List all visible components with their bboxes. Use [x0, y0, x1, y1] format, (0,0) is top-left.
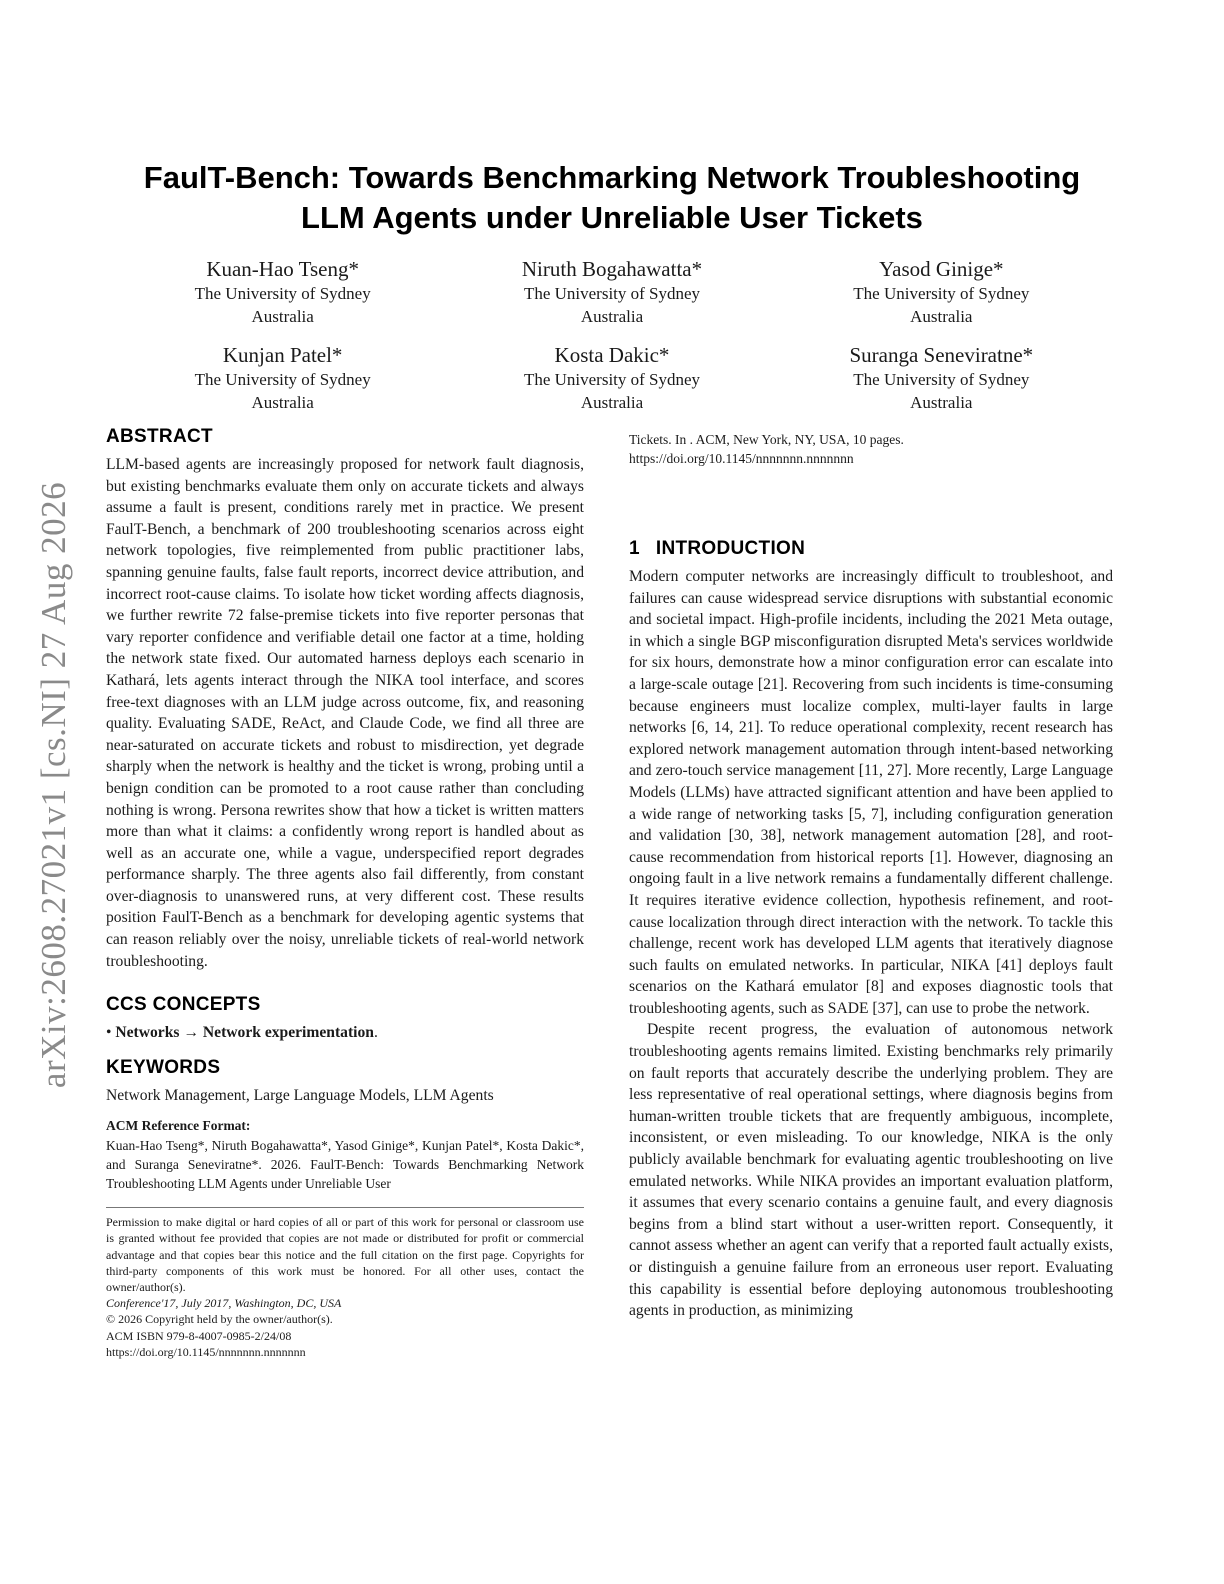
- author-country: Australia: [251, 307, 314, 326]
- author-name: Suranga Seneviratne*: [849, 343, 1034, 367]
- author-affiliation: The University of Sydney: [194, 370, 371, 389]
- author-4: [118, 342, 447, 414]
- author-affiliation: The University of Sydney: [194, 284, 371, 303]
- author-name: Kosta Dakic*: [554, 343, 670, 367]
- keywords-heading: KEYWORDS: [106, 1057, 221, 1079]
- ccs-concept-entry: [106, 1022, 584, 1043]
- author-affiliation: The University of Sydney: [523, 370, 701, 389]
- ccs-sub-concept: Network experimentation: [202, 1024, 374, 1042]
- author-affiliation: The University of Sydney: [853, 370, 1030, 389]
- author-name: Yasod Ginige*: [879, 257, 1004, 281]
- acm-reference-text: Kuan-Hao Tseng*, Niruth Bogahawatta*, Yasod Ginige*, Kunjan Patel*, Kosta Dakic*, and Suranga Seneviratne*. 2026. FaulT-Bench: Towards Benchmarking Network Troubleshooting LLM Agents under Unreliable User: [106, 1138, 584, 1192]
- author-country: Australia: [580, 393, 644, 412]
- ccs-concept: Networks: [115, 1024, 180, 1042]
- author-block: [118, 256, 1106, 414]
- author-country: Australia: [910, 307, 973, 326]
- introduction-heading: [629, 538, 1113, 560]
- author-name: Kunjan Patel*: [222, 343, 343, 367]
- author-6: [777, 342, 1106, 414]
- author-country: Australia: [910, 393, 973, 412]
- abstract-text: LLM-based agents are increasingly proposed for network fault diagnosis, but existing benchmarks evaluate them only on accurate tickets and always assume a fault is present, conditions rarely met in practice. We present FaulT-Bench, a benchmark of 200 troubleshooting scenarios across eight network topologies, five reimplemented from public practitioner labs, spanning genuine faults, false fault reports, incorrect device attribution, and incorrect root-cause claims. To isolate how ticket wording affects diagnosis, we further rewrite 72 false-premise tickets into five reporter personas that vary reporter confidence and verifiable detail one factor at a time, holding the network state fixed. Our automated harness deploys each scenario in Kathará, lets agents interact through the NIKA tool interface, and scores free-text diagnoses with an LLM judge across outcome, fix, and reasoning quality. Evaluating SADE, ReAct, and Claude Code, we find all three are near-saturated on accurate tickets and robust to misdirection, yet degrade sharply when the network is healthy and the ticket is wrong, probing until a benign condition can be promoted to a root cause rather than concluding nothing is wrong. Persona rewrites show that how a ticket is written matters more than what it claims: a confidently wrong report is handled about as well as an accurate one, while a vague, underspecified report degrades performance sharply. The three agents also fail differently, from constant over-diagnosis to unanswered runs, at very different cost. These results position FaulT-Bench as a benchmark for developing agentic systems that can reason reliably over the noisy, unreliable tickets of real-world network troubleshooting.: [106, 456, 584, 970]
- author-3: [777, 256, 1106, 328]
- section-title: INTRODUCTION: [655, 538, 806, 559]
- ccs-period: .: [373, 1024, 378, 1042]
- author-5: [447, 342, 776, 414]
- author-affiliation: The University of Sydney: [523, 284, 701, 303]
- author-name: Kuan-Hao Tseng*: [206, 257, 360, 281]
- arrow-right-icon: →: [183, 1024, 199, 1042]
- arxiv-identifier-stamp: [18, 440, 90, 1130]
- left-column: [106, 426, 584, 1360]
- acm-reference-continuation: Tickets. In . ACM, New York, NY, USA, 10 pages. https://doi.org/10.1145/nnnnnnn.nnnnnnn: [629, 432, 904, 466]
- author-country: Australia: [251, 393, 314, 412]
- ccs-bullet: •: [106, 1024, 112, 1042]
- permission-text: Permission to make digital or hard copies of all or part of this work for personal or classroom use is granted without fee provided that copies are not made or distributed for profit or commercial advantage and that copies bear this notice and the full citation on the first page. Copyrights for third-party components of this work must be honored. For all other uses, contact the owner/author(s).: [106, 1215, 584, 1295]
- author-affiliation: The University of Sydney: [853, 284, 1030, 303]
- paper-title: [0, 158, 1224, 238]
- author-country: Australia: [580, 307, 644, 326]
- arxiv-identifier-text: arXiv:2608.27021v1 [cs.NI] 27 Aug 2026: [34, 481, 73, 1089]
- title-line-2: LLM Agents under Unreliable User Tickets: [301, 200, 923, 235]
- author-name: Niruth Bogahawatta*: [521, 257, 703, 281]
- author-1: [118, 256, 447, 328]
- title-line-1: FaulT-Bench: Towards Benchmarking Network Troubleshooting: [143, 160, 1081, 195]
- conference-info: Conference'17, July 2017, Washington, DC, USA: [106, 1296, 342, 1311]
- ccs-concepts-section: [106, 994, 584, 1043]
- abstract-heading: ABSTRACT: [106, 426, 213, 447]
- author-2: [447, 256, 776, 328]
- copyright-line: © 2026 Copyright held by the owner/author(s).: [106, 1312, 333, 1327]
- acm-reference-heading: ACM Reference Format:: [106, 1118, 251, 1134]
- keywords-text: Network Management, Large Language Models, LLM Agents: [106, 1087, 494, 1105]
- introduction-paragraph-1: Modern computer networks are increasingly difficult to troubleshoot, and failures can cause widespread service disruptions with substantial economic and societal impact. High-profile incidents, including the 2021 Meta outage, in which a single BGP misconfiguration disrupted Meta's services worldwide for six hours, demonstrate how a minor configuration error can escalate into a large-scale outage [21]. Recovering from such incidents is time-consuming because engineers must localize complex, multi-layer faults in large networks [6, 14, 21]. To reduce operational complexity, recent research has explored network management automation through intent-based networking and zero-touch service management [11, 27]. More recently, Large Language Models (LLMs) have attracted significant attention and have been applied to a wide range of networking tasks [5, 7], including configuration generation and validation [30, 38], network management automation [28], and root-cause recommendation from historical reports [1]. However, diagnosing an ongoing fault in a live network remains a fundamentally different challenge. It requires iterative evidence collection, hypothesis refinement, and root-cause localization through direct interaction with the network. To tackle this challenge, recent work has developed LLM agents that iteratively diagnose such faults on emulated networks. In particular, NIKA [41] deploys fault scenarios on the Kathará emulator [8] and exposes diagnostic tools that troubleshooting agents, such as SADE [37], can use to probe the network.: [629, 568, 1113, 1017]
- section-number: 1: [629, 538, 640, 559]
- isbn-line: ACM ISBN 979-8-4007-0985-2/24/08: [106, 1328, 292, 1343]
- doi-link[interactable]: https://doi.org/10.1145/nnnnnnn.nnnnnnn: [106, 1344, 306, 1359]
- right-column: [629, 430, 1113, 1322]
- introduction-paragraph-2: Despite recent progress, the evaluation of autonomous network troubleshooting agents remains limited. Existing benchmarks rely primarily on fault reports that accurately describe the underlying problem. They are less representative of real operational settings, where diagnosis begins from human-written trouble tickets that are frequently ambiguous, incomplete, inconsistent, or even misleading. To our knowledge, NIKA is the only publicly available benchmark for evaluating agentic troubleshooting on live emulated networks. While NIKA provides an important evaluation platform, it assumes that every scenario contains a genuine fault, and every diagnosis begins from a blind start without a user-written report. Consequently, it cannot assess whether an agent can verify that a reported fault actually exists, or distinguish a genuine failure from an erroneous user report. Evaluating this capability is essential before deploying autonomous troubleshooting agents in production, as minimizing: [629, 1021, 1113, 1320]
- ccs-concepts-heading: CCS CONCEPTS: [106, 994, 261, 1016]
- keywords-section: [106, 1057, 584, 1106]
- permission-notice: [106, 1207, 584, 1360]
